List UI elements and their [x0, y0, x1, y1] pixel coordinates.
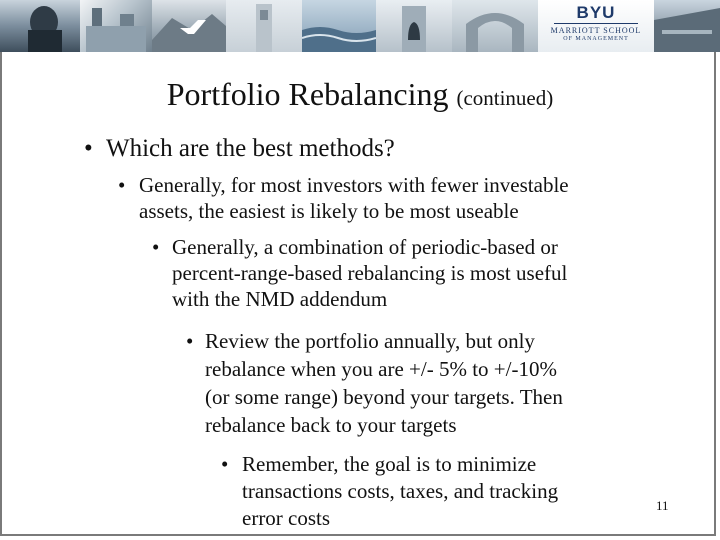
bullet-text: Remember, the goal is to minimize transactions costs, taxes, and tracking error costs: [242, 452, 559, 530]
logo-subtitle: MARRIOTT SCHOOL: [550, 26, 642, 35]
bullet-dot: •: [118, 173, 126, 197]
banner-photo-tower: [226, 0, 302, 52]
banner-photo-building: [80, 0, 152, 52]
slide-title-suffix: (continued): [456, 86, 554, 110]
bell-icon: [376, 0, 452, 52]
bullet-level-5: [221, 451, 621, 532]
logo-text: BYU: [576, 3, 616, 22]
bullet-dot: •: [84, 135, 93, 162]
header-banner: [0, 0, 720, 52]
bullet-level-2: [118, 172, 638, 224]
banner-photo-water: [302, 0, 376, 52]
logo-subtitle-2: OF MANAGEMENT: [563, 36, 629, 42]
tower-image: [226, 0, 302, 52]
bullet-text: Generally, a combination of periodic-based or percent-range-based rebalancing is most useful with the NMD addendum: [172, 235, 568, 311]
slide-title: [0, 76, 720, 116]
bullet-dot: •: [152, 235, 160, 259]
slide-title-main: Portfolio Rebalancing: [166, 76, 449, 112]
logo-block: [538, 4, 654, 43]
bullet-text: Which are the best methods?: [106, 135, 395, 162]
bullet-text: Review the portfolio annually, but only rebalance when you are +/- 5% to +/-10% (or some range) beyond your targets. Then rebalance back to your targets: [205, 329, 563, 437]
bullet-level-1: [84, 135, 644, 162]
banner-photo-campus: [654, 0, 720, 52]
statue-image: [0, 0, 80, 52]
bullet-text: Generally, for most investors with fewer investable assets, the easiest is likely to be most useable: [139, 173, 569, 223]
banner-photo-statue: [0, 0, 80, 52]
y-mountain-image: [152, 0, 226, 52]
arch-image: [452, 0, 538, 52]
logo-rule: [554, 23, 638, 24]
banner-photo-arch: [452, 0, 538, 52]
bullet-dot: •: [186, 329, 194, 353]
banner-photo-y-mountain: [152, 0, 226, 52]
campus-image: [654, 0, 720, 52]
water-image: [302, 0, 376, 52]
bullet-level-4: [186, 327, 636, 439]
building-image: [80, 0, 152, 52]
byu-logo: [538, 0, 654, 52]
bullet-dot: •: [221, 452, 229, 476]
banner-photo-bell: [376, 0, 452, 52]
page-number: 11: [656, 498, 669, 513]
bullet-level-3: [152, 234, 632, 312]
